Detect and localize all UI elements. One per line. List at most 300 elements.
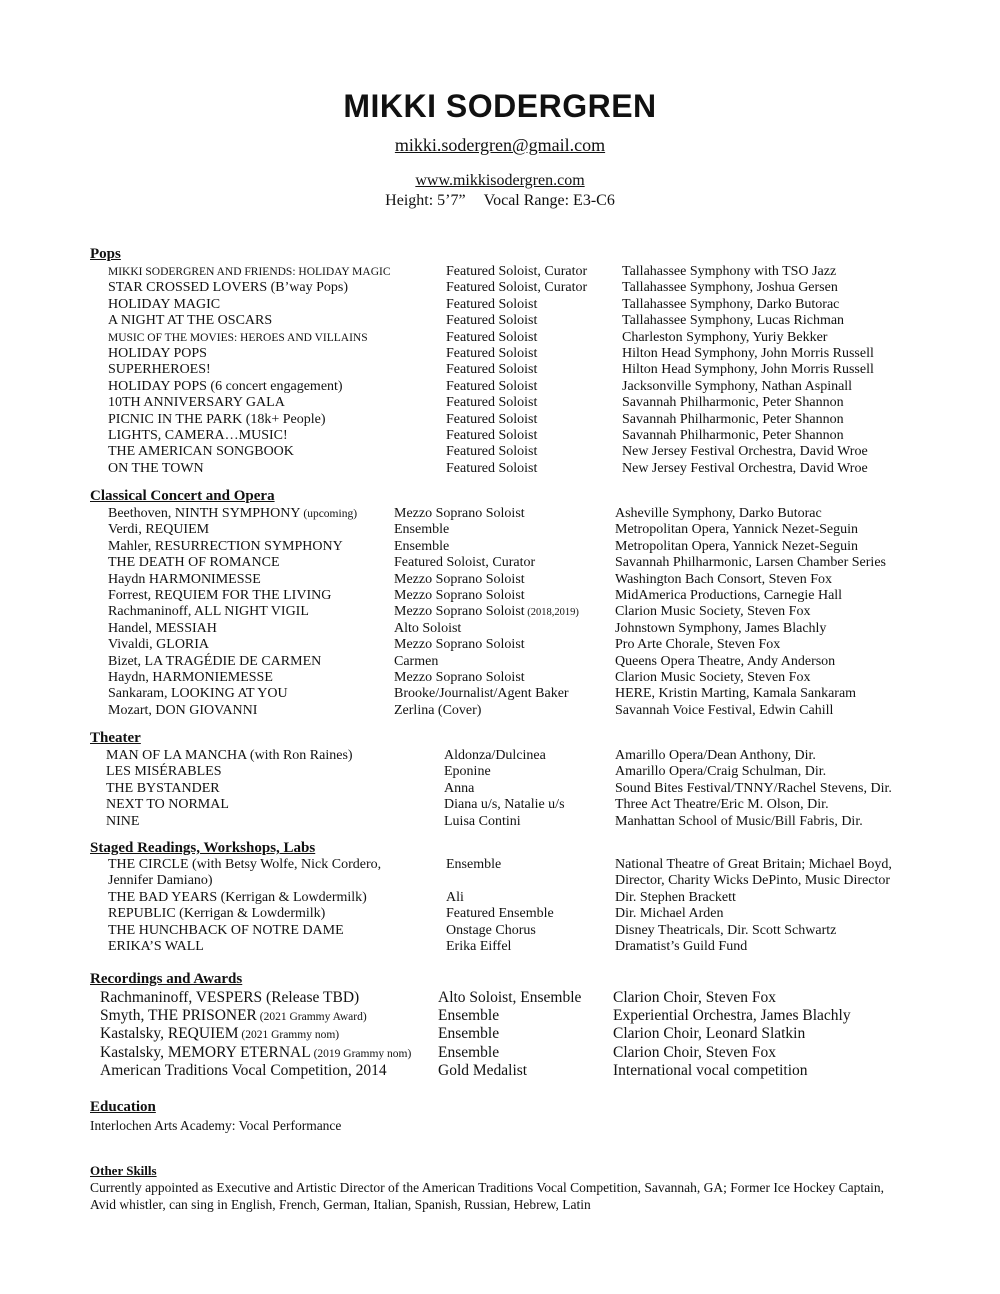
work-title-text: HOLIDAY POPS	[108, 345, 207, 361]
role	[446, 939, 511, 955]
role-text: Ensemble	[438, 1043, 500, 1061]
work-title-text: LES MISÉRABLES	[106, 764, 222, 780]
company	[613, 1062, 808, 1080]
work-title	[108, 506, 357, 522]
role	[394, 506, 525, 522]
company-text: Clarion Choir, Leonard Slatkin	[613, 1025, 806, 1043]
pops-row	[0, 379, 1000, 395]
work-title-text: ON THE TOWN	[108, 460, 204, 476]
work-title	[108, 264, 391, 280]
role	[394, 555, 535, 571]
work-title-text: 10TH ANNIVERSARY GALA	[108, 395, 285, 411]
company	[613, 1007, 851, 1025]
skills-text: Currently appointed as Executive and Artistic Director of the American Traditions Vocal Competition, Savannah, GA; Former Ice Hockey Captain, Avid whistler, can sing in English, French, German, Italian, Spanish, Russian, Hebrew, Latin	[90, 1180, 884, 1212]
classical-row	[0, 670, 1000, 686]
work-title-text: HOLIDAY POPS (6 concert engagement)	[108, 378, 343, 394]
role	[394, 637, 525, 653]
role-text: Featured Soloist	[446, 313, 538, 329]
work-title	[108, 313, 272, 329]
company	[622, 330, 827, 346]
company-text: Hilton Head Symphony, John Morris Russell	[622, 345, 874, 361]
work-title-text: Vivaldi, GLORIA	[108, 637, 210, 653]
company	[622, 346, 874, 362]
company-text: Pro Arte Chorale, Steven Fox	[615, 637, 781, 653]
role	[446, 428, 537, 444]
role	[394, 703, 481, 719]
role	[446, 280, 587, 296]
role	[438, 1044, 499, 1062]
theater-row	[0, 797, 1000, 813]
classical-row	[0, 506, 1000, 522]
recordings-row	[0, 1044, 1000, 1062]
pops-row	[0, 264, 1000, 280]
work-title-text: Forrest, REQUIEM FOR THE LIVING	[108, 587, 332, 603]
work-title-text: THE AMERICAN SONGBOOK	[108, 444, 294, 460]
company	[615, 857, 892, 873]
company-text: HERE, Kristin Marting, Kamala Sankaram	[615, 686, 857, 702]
work-title-text: SUPERHEROES!	[108, 362, 211, 378]
company	[615, 906, 723, 922]
company-text: Clarion Choir, Steven Fox	[613, 989, 776, 1006]
role	[444, 764, 491, 780]
section-title-recordings: Recordings and Awards	[90, 971, 243, 987]
role	[394, 539, 449, 555]
company	[615, 781, 892, 797]
work-title	[106, 764, 222, 780]
company	[613, 989, 776, 1007]
work-title-text: Mozart, DON GIOVANNI	[108, 702, 258, 718]
work-title-text: Smyth, THE PRISONER	[100, 1007, 257, 1025]
section-title-theater: Theater	[90, 730, 141, 746]
company-text: Johnstown Symphony, James Blachly	[615, 620, 827, 636]
company-text: New Jersey Festival Orchestra, David Wroe	[622, 444, 868, 460]
staged-row	[0, 939, 1000, 955]
work-title-text: LIGHTS, CAMERA…MUSIC!	[108, 427, 288, 443]
company	[615, 890, 736, 906]
role-text: Featured Soloist, Curator	[394, 555, 536, 571]
role	[446, 857, 501, 873]
work-title	[108, 539, 343, 555]
company	[615, 539, 858, 555]
role-text: Ensemble	[446, 857, 502, 872]
work-title	[108, 555, 280, 571]
theater-row	[0, 781, 1000, 797]
work-title-text: THE CIRCLE (with Betsy Wolfe, Nick Cordero,	[108, 857, 382, 872]
company	[615, 506, 822, 522]
role	[446, 379, 537, 395]
work-title-text: Verdi, REQUIEM	[108, 522, 210, 538]
work-title-text: ERIKA’S WALL	[108, 938, 204, 954]
role	[446, 461, 537, 477]
company-text: National Theatre of Great Britain; Michael Boyd,	[615, 857, 892, 872]
recordings-list	[0, 989, 1000, 1080]
work-title	[108, 461, 204, 477]
work-title	[100, 1044, 411, 1063]
work-title-text: THE BYSTANDER	[106, 780, 220, 796]
work-title-text: HOLIDAY MAGIC	[108, 296, 221, 312]
company-text: Charleston Symphony, Yuriy Bekker	[622, 329, 828, 345]
pops-row	[0, 461, 1000, 477]
company-text: Savannah Philharmonic, Peter Shannon	[622, 395, 844, 411]
company	[622, 264, 836, 280]
company-text: Jacksonville Symphony, Nathan Aspinall	[622, 378, 853, 394]
work-note: (2021 Grammy Award)	[259, 1011, 367, 1024]
role	[394, 686, 569, 702]
role-text: Featured Soloist	[446, 427, 538, 443]
work-title-text: MIKKI SODERGREN AND FRIENDS: HOLIDAY MAGIC	[108, 266, 391, 278]
work-title	[108, 522, 209, 538]
section-title-staged: Staged Readings, Workshops, Labs	[90, 840, 316, 856]
work-title	[108, 362, 211, 378]
company	[622, 428, 844, 444]
company-text: Clarion Music Society, Steven Fox	[615, 604, 811, 620]
role-text: Mezzo Soprano Soloist	[394, 669, 525, 685]
work-title-text: Jennifer Damiano)	[108, 873, 213, 889]
work-title-text: MUSIC OF THE MOVIES: HEROES AND VILLAINS	[108, 331, 368, 344]
company	[615, 572, 832, 588]
company	[622, 444, 868, 460]
pops-row	[0, 395, 1000, 411]
company	[615, 923, 836, 939]
company	[622, 412, 844, 428]
work-title-text: Bizet, LA TRAGÉDIE DE CARMEN	[108, 653, 322, 669]
work-title-text: MAN OF LA MANCHA (with Ron Raines)	[106, 748, 353, 763]
company-text: MidAmerica Productions, Carnegie Hall	[615, 587, 843, 603]
role-text: Featured Soloist	[446, 345, 538, 361]
role	[444, 781, 474, 797]
role-text: Erika Eiffel	[446, 938, 512, 954]
role-text: Featured Soloist, Curator	[446, 264, 588, 279]
company	[622, 395, 844, 411]
work-title	[108, 670, 273, 686]
role	[394, 621, 461, 637]
role-text: Featured Soloist, Curator	[446, 280, 588, 296]
work-title	[108, 857, 381, 873]
company-text: Amarillo Opera/Craig Schulman, Dir.	[615, 764, 827, 780]
company	[615, 637, 780, 653]
work-title	[108, 395, 285, 411]
role-text: Zerlina (Cover)	[394, 702, 482, 718]
company	[622, 313, 844, 329]
classical-row	[0, 555, 1000, 571]
work-title-text: Beethoven, NINTH SYMPHONY	[108, 506, 301, 521]
role	[446, 890, 464, 906]
work-title-text: NINE	[106, 813, 140, 829]
company-text: Clarion Choir, Steven Fox	[613, 1043, 776, 1061]
role-text: Featured Soloist	[446, 329, 538, 345]
work-title	[108, 572, 261, 588]
role-text: Featured Soloist	[446, 378, 538, 394]
theater-list	[0, 748, 1000, 830]
work-title	[108, 379, 343, 395]
company-text: Asheville Symphony, Darko Butorac	[615, 506, 822, 521]
company-text: Dir. Michael Arden	[615, 906, 724, 922]
work-title	[108, 939, 204, 955]
company-text: Metropolitan Opera, Yannick Nezet-Seguin	[615, 522, 858, 538]
work-title	[108, 890, 367, 906]
section-title-classical: Classical Concert and Opera	[90, 488, 275, 504]
role-text: Featured Soloist	[446, 444, 538, 460]
section-title-skills: Other Skills	[90, 1163, 157, 1178]
role-text: Mezzo Soprano Soloist	[394, 506, 525, 521]
role	[438, 1007, 499, 1025]
staged-row	[0, 890, 1000, 906]
email-link[interactable]: mikki.sodergren@gmail.com	[394, 135, 606, 155]
staged-row	[0, 873, 1000, 889]
role	[446, 923, 536, 939]
company-text: Queens Opera Theatre, Andy Anderson	[615, 653, 836, 669]
stats-line	[0, 192, 1000, 210]
company-text: Experiential Orchestra, James Blachly	[613, 1007, 851, 1025]
pops-list	[0, 264, 1000, 477]
company	[613, 1044, 776, 1062]
pops-row	[0, 412, 1000, 428]
company	[622, 379, 852, 395]
work-title-text: Kastalsky, REQUIEM	[100, 1025, 239, 1043]
role-text: Ensemble	[394, 538, 450, 554]
role	[446, 444, 537, 460]
company	[622, 297, 839, 313]
work-title-text: Haydn HARMONIMESSE	[108, 571, 261, 587]
role-text: Featured Soloist	[446, 296, 538, 312]
work-title	[108, 297, 220, 313]
company-text: Metropolitan Opera, Yannick Nezet-Seguin	[615, 538, 858, 554]
role	[446, 395, 537, 411]
classical-row	[0, 654, 1000, 670]
classical-row	[0, 588, 1000, 604]
work-title-text: REPUBLIC (Kerrigan & Lowdermilk)	[108, 906, 326, 922]
theater-row	[0, 814, 1000, 830]
role-text: Ensemble	[438, 1025, 500, 1043]
company-text: Amarillo Opera/Dean Anthony, Dir.	[615, 748, 816, 763]
company	[622, 461, 868, 477]
company	[615, 686, 856, 702]
work-note: (upcoming)	[303, 508, 358, 520]
role	[446, 330, 537, 346]
work-title-text: Sankaram, LOOKING AT YOU	[108, 686, 288, 702]
company	[622, 280, 838, 296]
company-text: Savannah Voice Festival, Edwin Cahill	[615, 702, 834, 718]
company	[615, 555, 886, 571]
role	[446, 362, 537, 378]
pops-row	[0, 280, 1000, 296]
role-text: Mezzo Soprano Soloist	[394, 637, 525, 653]
company	[615, 797, 829, 813]
role	[446, 412, 537, 428]
classical-row	[0, 539, 1000, 555]
role	[446, 297, 537, 313]
work-title	[108, 412, 326, 428]
role	[438, 989, 581, 1007]
pops-row	[0, 346, 1000, 362]
work-title-text: Haydn, HARMONIEMESSE	[108, 669, 273, 685]
role-text: Eponine	[444, 764, 491, 780]
role-text: Mezzo Soprano Soloist	[394, 604, 525, 620]
pops-row	[0, 444, 1000, 460]
work-title	[106, 797, 229, 813]
role-text: Ensemble	[394, 522, 450, 538]
work-title-text: THE HUNCHBACK OF NOTRE DAME	[108, 922, 344, 938]
company-text: Director, Charity Wicks DePinto, Music Director	[615, 873, 891, 889]
company-text: Savannah Philharmonic, Peter Shannon	[622, 411, 844, 427]
work-title	[108, 923, 344, 939]
role-text: Featured Soloist	[446, 362, 538, 378]
classical-row	[0, 572, 1000, 588]
company-text: Tallahassee Symphony, Joshua Gersen	[622, 280, 838, 296]
company	[615, 814, 863, 830]
company-text: Tallahassee Symphony, Darko Butorac	[622, 296, 840, 312]
company	[615, 670, 810, 686]
work-title	[106, 748, 353, 764]
section-title-education: Education	[90, 1099, 156, 1115]
company-text: Manhattan School of Music/Bill Fabris, Dir.	[615, 813, 863, 829]
role-text: Anna	[444, 780, 475, 796]
role	[446, 313, 537, 329]
theater-row	[0, 748, 1000, 764]
work-title	[100, 1007, 367, 1026]
company	[615, 939, 747, 955]
role-text: Mezzo Soprano Soloist	[394, 571, 525, 587]
pops-row	[0, 428, 1000, 444]
recordings-row	[0, 1062, 1000, 1080]
section-title-pops: Pops	[90, 246, 121, 262]
recordings-row	[0, 1025, 1000, 1043]
role-text: Onstage Chorus	[446, 922, 536, 938]
company	[613, 1025, 805, 1043]
role-text: Featured Soloist	[446, 395, 538, 411]
work-title-text: Mahler, RESURRECTION SYMPHONY	[108, 538, 343, 554]
work-title	[108, 686, 288, 702]
pops-row	[0, 362, 1000, 378]
pops-row	[0, 330, 1000, 346]
role-text: Aldonza/Dulcinea	[444, 748, 546, 763]
classical-row	[0, 604, 1000, 620]
role	[446, 264, 587, 280]
recordings-row	[0, 989, 1000, 1007]
role-text: Ensemble	[438, 1007, 500, 1025]
work-title-text: Rachmaninoff, ALL NIGHT VIGIL	[108, 604, 309, 620]
company-text: Hilton Head Symphony, John Morris Russell	[622, 362, 874, 378]
staged-list	[0, 857, 1000, 955]
website-link[interactable]: www.mikkisodergren.com	[415, 172, 585, 189]
work-title	[106, 814, 139, 830]
role-text: Diana u/s, Natalie u/s	[444, 797, 565, 813]
company	[615, 764, 826, 780]
work-title	[100, 1025, 339, 1044]
work-title	[108, 280, 348, 296]
role-note: (2018,2019)	[527, 607, 579, 619]
company	[615, 588, 842, 604]
company	[622, 362, 874, 378]
theater-row	[0, 764, 1000, 780]
role-text: Featured Ensemble	[446, 906, 554, 922]
company	[615, 703, 833, 719]
role	[444, 814, 521, 830]
work-title-text: STAR CROSSED LOVERS (B’way Pops)	[108, 280, 349, 296]
role	[394, 522, 449, 538]
email-line	[0, 135, 1000, 156]
company-text: Washington Bach Consort, Steven Fox	[615, 571, 833, 587]
classical-row	[0, 686, 1000, 702]
work-title-text: Handel, MESSIAH	[108, 620, 217, 636]
classical-row	[0, 621, 1000, 637]
company-text: Dramatist’s Guild Fund	[615, 938, 748, 954]
work-note: (2021 Grammy nom)	[241, 1029, 340, 1042]
work-title	[100, 989, 359, 1007]
role	[444, 748, 546, 764]
classical-list	[0, 506, 1000, 719]
work-title	[108, 703, 257, 719]
company-text: Three Act Theatre/Eric M. Olson, Dir.	[615, 797, 829, 813]
role-text: Mezzo Soprano Soloist	[394, 587, 525, 603]
company-text: Savannah Philharmonic, Peter Shannon	[622, 427, 844, 443]
role	[394, 604, 579, 621]
company	[615, 654, 835, 670]
pops-row	[0, 297, 1000, 313]
classical-row	[0, 703, 1000, 719]
work-title	[106, 781, 220, 797]
performer-name: MIKKI SODERGREN	[343, 88, 657, 124]
work-title	[108, 637, 209, 653]
work-title	[108, 873, 213, 889]
role-text: Featured Soloist	[446, 411, 538, 427]
work-title	[108, 428, 288, 444]
role	[444, 797, 565, 813]
vocal-range-text: Vocal Range: E3-C6	[483, 192, 615, 209]
work-title	[108, 346, 207, 362]
company	[615, 621, 826, 637]
company	[615, 873, 890, 889]
staged-row	[0, 923, 1000, 939]
role	[394, 572, 525, 588]
recordings-row	[0, 1007, 1000, 1025]
height-text: Height: 5’7”	[385, 192, 466, 209]
company-text: Disney Theatricals, Dir. Scott Schwartz	[615, 922, 837, 938]
role	[438, 1062, 527, 1080]
company-text: Dir. Stephen Brackett	[615, 889, 736, 905]
work-title	[108, 621, 217, 637]
company	[615, 604, 810, 620]
company-text: Sound Bites Festival/TNNY/Rachel Stevens, Dir.	[615, 780, 892, 796]
role	[394, 588, 525, 604]
company-text: Savannah Philharmonic, Larsen Chamber Series	[615, 555, 886, 571]
company-text: New Jersey Festival Orchestra, David Wroe	[622, 460, 868, 476]
work-title-text: A NIGHT AT THE OSCARS	[108, 313, 273, 329]
role-text: Featured Soloist	[446, 460, 538, 476]
work-title-text: PICNIC IN THE PARK (18k+ People)	[108, 411, 326, 427]
company	[615, 522, 858, 538]
work-title	[108, 906, 325, 922]
work-title-text: Rachmaninoff, VESPERS (Release TBD)	[100, 989, 360, 1006]
role	[446, 906, 554, 922]
work-title	[108, 444, 294, 460]
work-title	[108, 654, 321, 670]
work-title-text: Kastalsky, MEMORY ETERNAL	[100, 1043, 311, 1061]
role-text: Alto Soloist	[394, 620, 462, 636]
work-note: (2019 Grammy nom)	[313, 1047, 412, 1060]
website-line	[0, 172, 1000, 190]
role-text: Gold Medalist	[438, 1061, 528, 1079]
work-title-text: THE DEATH OF ROMANCE	[108, 555, 280, 571]
work-title	[108, 588, 331, 604]
role	[446, 346, 537, 362]
work-title-text: American Traditions Vocal Competition, 2014	[100, 1061, 387, 1079]
staged-row	[0, 906, 1000, 922]
classical-row	[0, 522, 1000, 538]
company-text: Tallahassee Symphony with TSO Jazz	[622, 264, 837, 279]
work-title	[108, 604, 309, 620]
education-text: Interlochen Arts Academy: Vocal Performance	[90, 1118, 342, 1133]
